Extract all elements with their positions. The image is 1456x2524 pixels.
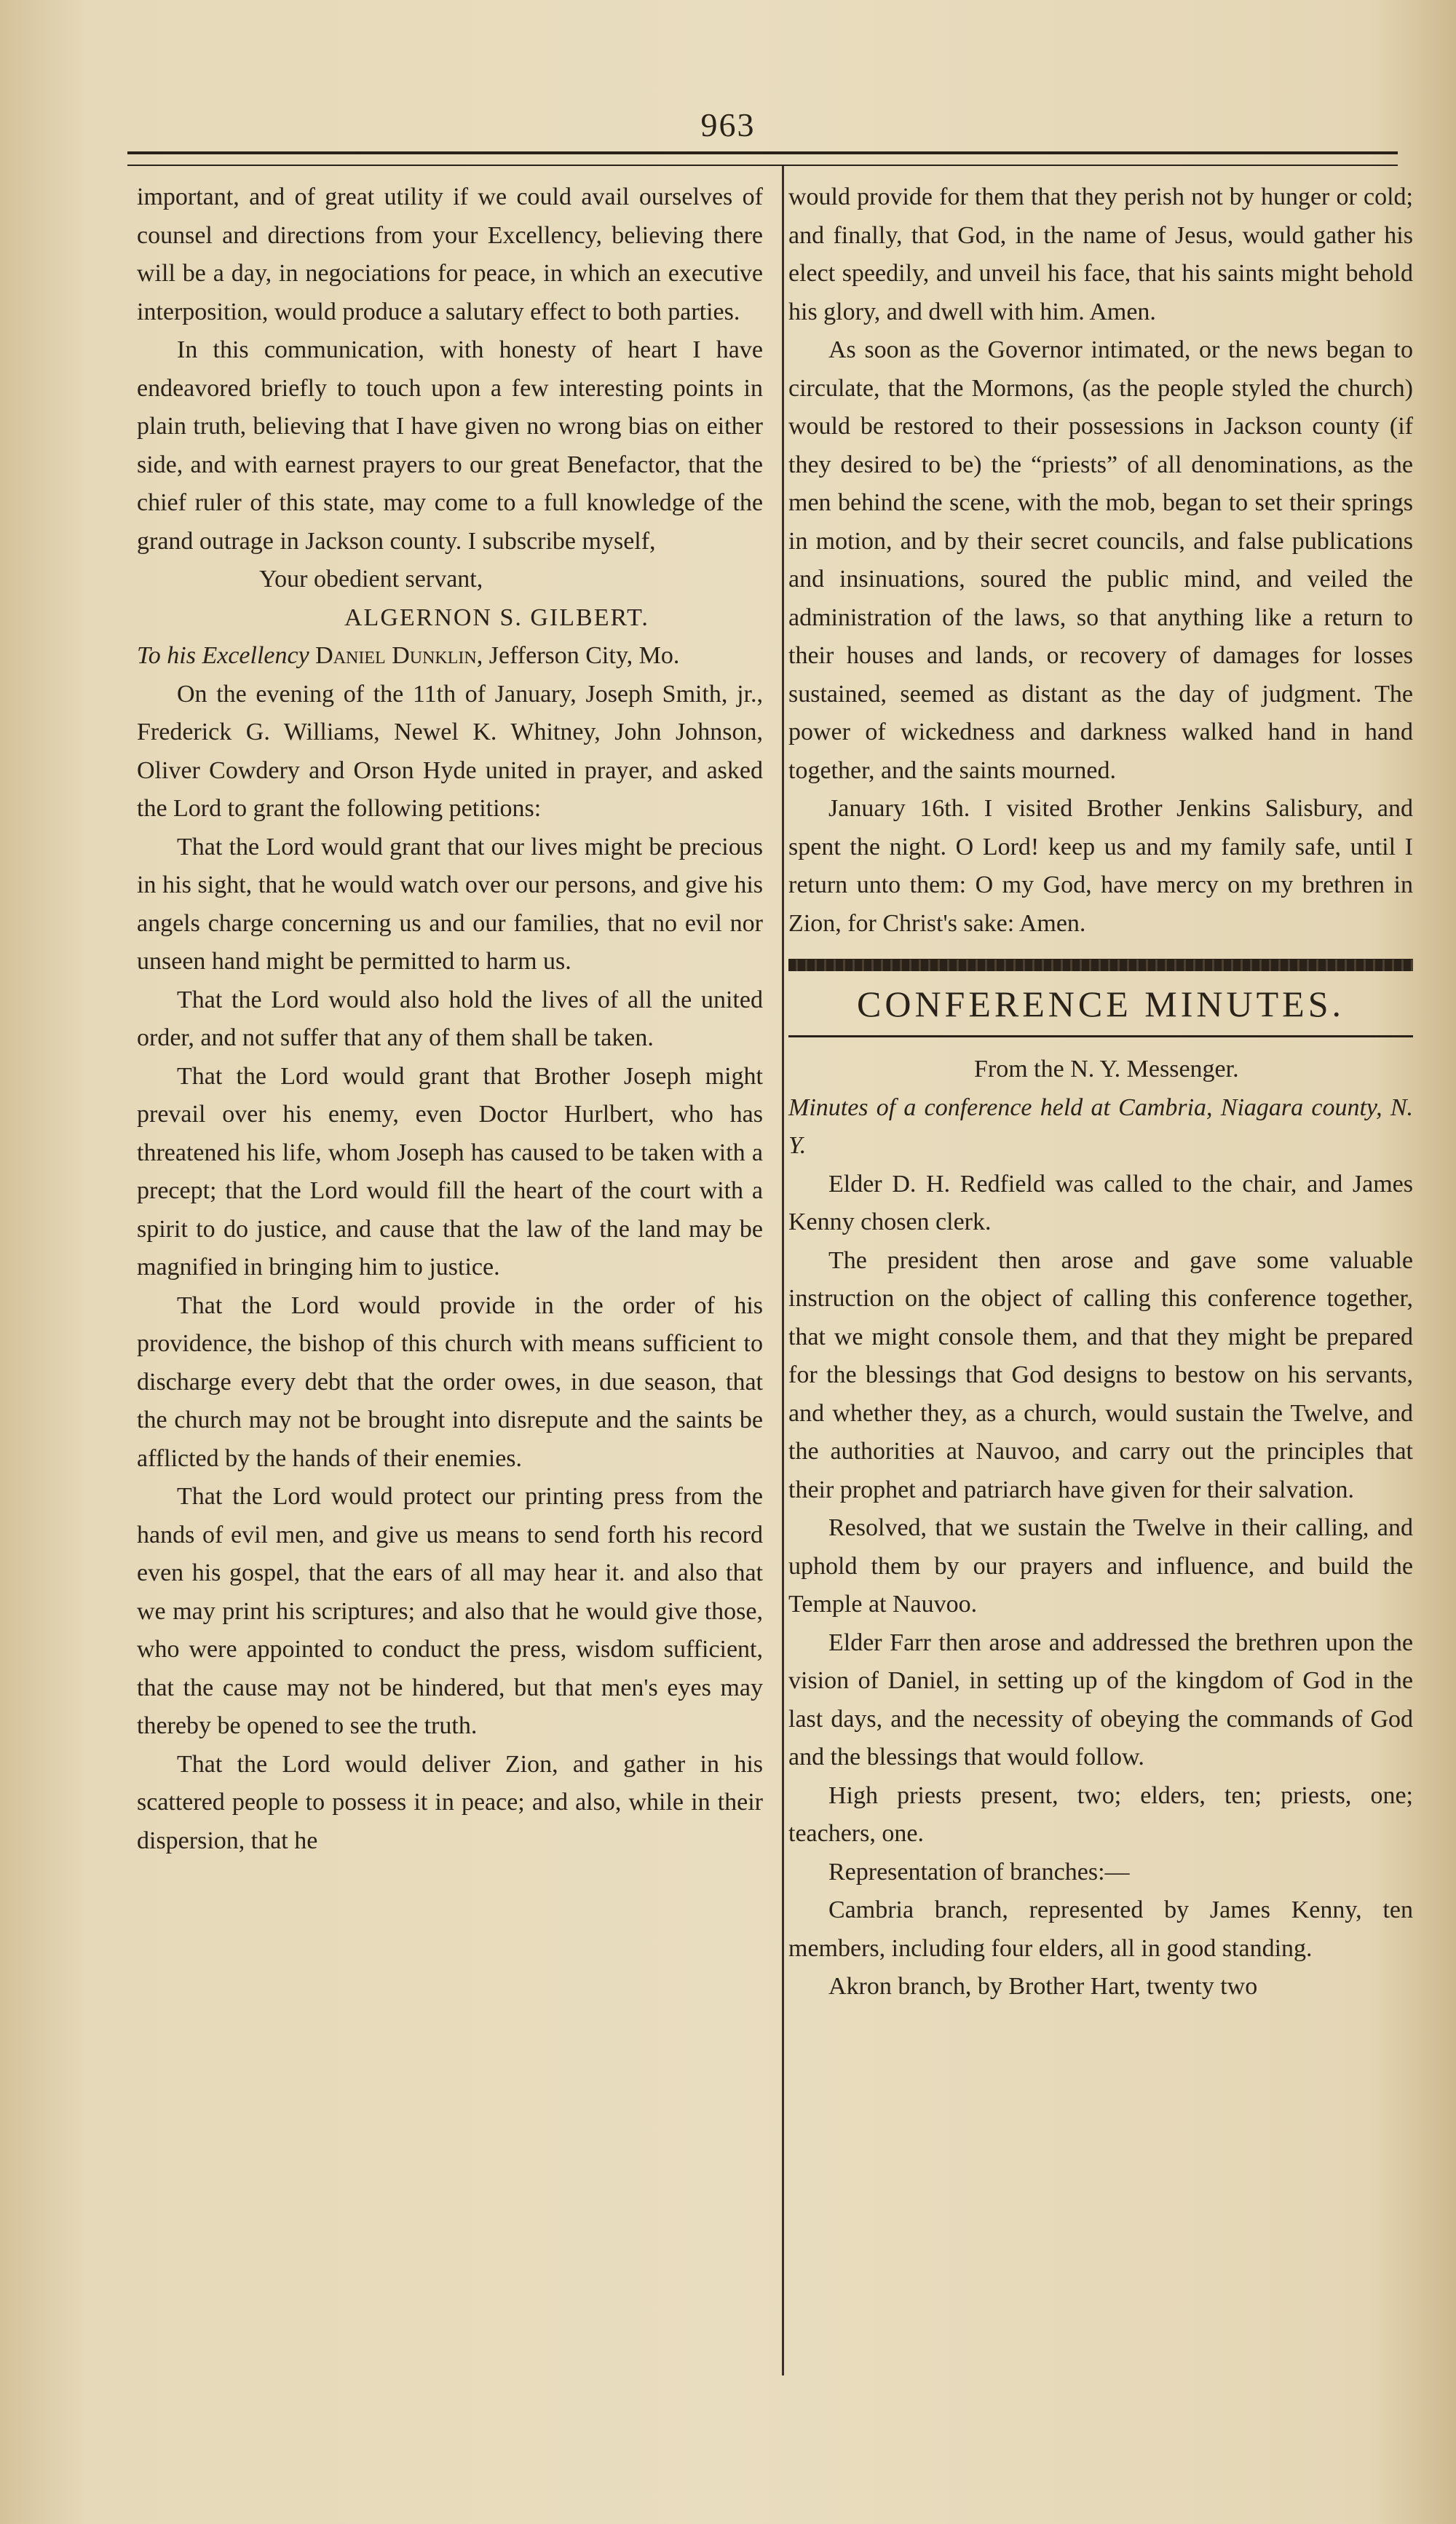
address-prefix: To his Excellency <box>137 642 309 669</box>
page-number: 963 <box>700 106 756 143</box>
minutes-title: Minutes of a conference held at Cambria, Niagara county, N. Y. <box>788 1093 1413 1159</box>
column-divider <box>782 166 784 2375</box>
letter-address <box>137 637 763 676</box>
address-rest: , Jefferson City, Mo. <box>476 642 680 669</box>
address-name: Daniel Dunklin <box>315 642 477 669</box>
paragraph: Elder Farr then arose and addressed the brethren upon the vision of Daniel, in setting up of the kingdom of God in the last days, and the necessity of obeying the commands of God and the blessings that would follow. <box>788 1629 1413 1771</box>
section-headline: CONFERENCE MINUTES. <box>856 984 1345 1024</box>
letter-signature: ALGERNON S. GILBERT. <box>344 604 649 631</box>
paragraph: Cambria branch, represented by James Kenny, ten members, including four elders, all in good standing. <box>788 1896 1413 1962</box>
paragraph: Elder D. H. Redfield was called to the chair, and James Kenny chosen clerk. <box>788 1170 1413 1235</box>
left-column <box>137 178 763 1860</box>
paragraph: Representation of branches:— <box>828 1858 1130 1886</box>
paragraph: important, and of great utility if we could avail ourselves of counsel and directions from your Excellency, believing there will be a day, in negociations for peace, in which an executive interposition, would produce a salutary effect to both parties. <box>137 183 763 325</box>
header-rule <box>127 151 1398 166</box>
paragraph: On the evening of the 11th of January, Joseph Smith, jr., Frederick G. Williams, Newel K. Whitney, John Johnson, Oliver Cowdery and Orson Hyde united in prayer, and asked the Lord to grant the following petitions: <box>137 680 763 822</box>
paragraph: That the Lord would provide in the order of his providence, the bishop of this church with means sufficient to discharge every debt that the order owes, in due season, that the church may not be brought into disrepute and the saints be afflicted by the hands of their enemies. <box>137 1291 763 1472</box>
paragraph: In this communication, with honesty of heart I have endeavored briefly to touch upon a few interesting points in plain truth, believing that I have given no wrong bias on either side, and with earnest prayers to our great Benefactor, that the chief ruler of this state, may come to a full knowledge of the grand outrage in Jackson county. I subscribe myself, <box>137 336 763 555</box>
paragraph: That the Lord would deliver Zion, and gather in his scattered people to possess it in peace; and also, while in their dispersion, that he <box>137 1750 763 1854</box>
paragraph: That the Lord would protect our printing press from the hands of evil men, and give us means to send forth his record even his gospel, that the ears of all may hear it. and also that we may print his scriptures; and also that he would give those, who were appointed to conduct the press, wisdom sufficient, that the cause may not be hindered, but that men's eyes may thereby be opened to see the truth. <box>137 1483 763 1739</box>
paragraph: As soon as the Governor intimated, or the news began to circulate, that the Mormons, (as the people styled the church) would be restored to their possessions in Jackson county (if they desired to be) the “priests” of all denominations, as the men behind the scene, with the mob, began to set their springs in motion, and by their secret councils, and false publications and insinuations, soured the public mind, and veiled the administration of the laws, so that anything like a return to their houses and lands, or recovery of damages for losses sustained, seemed as distant as the day of judgment. The power of wickedness and darkness walked hand in hand together, and the saints mourned. <box>788 336 1413 784</box>
section-rule <box>788 959 1413 971</box>
source-line: From the N. Y. Messenger. <box>974 1056 1239 1083</box>
headline-rule <box>788 1035 1413 1037</box>
right-column <box>788 178 1413 2006</box>
paragraph: That the Lord would grant that Brother Joseph might prevail over his enemy, even Doctor Hurlbert, who has threatened his life, whom Joseph has caused to be taken with a precept; that the Lord would fill the heart of the court with a spirit to do justice, and cause that the law of the land may be magnified in bringing him to justice. <box>137 1062 763 1281</box>
paragraph: would provide for them that they perish not by hunger or cold; and finally, that God, in the name of Jesus, would gather his elect speedily, and unveil his face, that his saints might behold his glory, and dwell with him. Amen. <box>788 183 1413 325</box>
paragraph: High priests present, two; elders, ten; priests, one; teachers, one. <box>788 1781 1413 1847</box>
paragraph: The president then arose and gave some valuable instruction on the object of calling this conference together, that we might console them, and that they might be prepared for the blessings that God designs to bestow on his servants, and whether they, as a church, would sustain the Twelve, and the authorities at Nauvoo, and carry out the principles that their prophet and patriarch have given for their salvation. <box>788 1246 1413 1503</box>
paragraph: Akron branch, by Brother Hart, twenty two <box>828 1973 1258 2000</box>
paragraph: That the Lord would grant that our lives might be precious in his sight, that he would watch over our persons, and give his angels charge concerning us and our families, that no evil nor unseen hand might be permitted to harm us. <box>137 833 763 975</box>
paragraph: January 16th. I visited Brother Jenkins Salisbury, and spent the night. O Lord! keep us and my family safe, until I return unto them: O my God, have mercy on my brethren in Zion, for Christ's sake: Amen. <box>788 795 1413 937</box>
paragraph: Resolved, that we sustain the Twelve in their calling, and uphold them by our prayers and influence, and build the Temple at Nauvoo. <box>788 1514 1413 1618</box>
paragraph: That the Lord would also hold the lives of all the united order, and not suffer that any of them shall be taken. <box>137 986 763 1051</box>
letter-closing: Your obedient servant, <box>259 566 483 593</box>
